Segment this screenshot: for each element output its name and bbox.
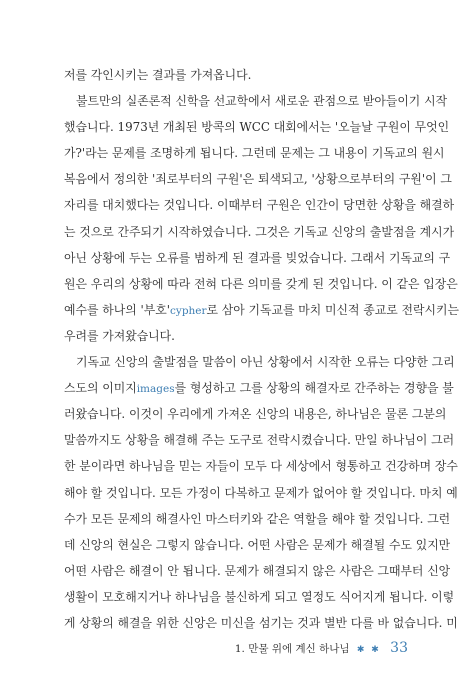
text-line bbox=[64, 140, 445, 166]
text-line bbox=[64, 506, 451, 532]
text-segment: 데 신앙의 현실은 그렇지 않습니다. 어떤 사람은 문제가 해결될 수도 있지만 bbox=[64, 537, 451, 552]
text-segment: 복음에서 정의한 '죄로부터의 구원'은 퇴색되고, '상황으로부터의 구원'이 그 bbox=[64, 172, 452, 187]
text-segment: 스도의 이미지 bbox=[64, 381, 137, 396]
text-segment: 저를 각인시키는 결과를 가져옵니다. bbox=[64, 68, 252, 82]
text-segment: 해야 할 것입니다. 모든 가정이 다복하고 문제가 없어야 할 것입니다. 마치 예 bbox=[64, 485, 458, 500]
page-footer bbox=[64, 640, 408, 656]
text-line bbox=[64, 166, 452, 192]
text-line bbox=[64, 558, 451, 584]
text-segment: 불트만의 실존론적 신학을 선교학에서 새로운 관점으로 받아들이기 시작 bbox=[76, 94, 448, 109]
text-segment: 로 삼아 기독교를 마치 미신적 종교로 전락시키는 bbox=[206, 302, 459, 317]
text-line bbox=[64, 114, 450, 140]
text-line bbox=[64, 192, 455, 218]
text-line bbox=[64, 375, 454, 401]
text-segment: 어떤 사람은 해결이 안 됩니다. 문제가 해결되지 않은 사람은 그때부터 신앙 bbox=[64, 563, 451, 578]
text-segment: 를 형성하고 그를 상황의 해결자로 간주하는 경향을 불 bbox=[174, 381, 454, 396]
text-segment: 예수를 하나의 '부호' bbox=[64, 302, 170, 317]
ornament-stars: ✱ ✱ bbox=[356, 645, 381, 655]
text-segment: 우려를 가져왔습니다. bbox=[64, 328, 175, 343]
text-segment: 말씀까지도 상황을 해결해 주는 도구로 전락시켰습니다. 만일 하나님이 그러 bbox=[64, 433, 455, 448]
text-line bbox=[64, 584, 455, 610]
text-line bbox=[64, 297, 459, 323]
text-segment: 러왔습니다. 이것이 우리에게 가져온 신앙의 내용은, 하나님은 물론 그분의 bbox=[64, 407, 447, 422]
text-line bbox=[64, 323, 408, 349]
text-line bbox=[64, 271, 458, 297]
text-segment: 는 것으로 간주되기 시작하였습니다. 그것은 기독교 신앙의 출발점을 계시가 bbox=[64, 224, 455, 239]
text-line bbox=[64, 401, 447, 427]
text-segment: 자리를 대치했다는 것입니다. 이때부터 구원은 인간이 당면한 상황을 해결하 bbox=[64, 198, 455, 213]
text-segment: 했습니다. 1973년 개최된 방콕의 WCC 대회에서는 '오늘날 구원이 무엇인 bbox=[64, 120, 450, 135]
text-segment: 생활이 모호해지거나 하나님을 불신하게 되고 열정도 식어지게 됩니다. 이렇 bbox=[64, 589, 455, 604]
text-segment: 아닌 상황에 두는 오류를 범하게 된 결과를 빚었습니다. 그래서 기독교의 구 bbox=[64, 250, 451, 265]
text-line bbox=[64, 219, 455, 245]
text-line bbox=[64, 480, 458, 506]
text-line bbox=[64, 62, 408, 88]
text-line bbox=[64, 88, 448, 114]
running-header-chapter: 1. 만물 위에 계신 하나님 bbox=[234, 643, 350, 655]
page-number: 33 bbox=[390, 640, 408, 656]
text-segment: 한 분이라면 하나님을 믿는 자들이 모두 다 세상에서 형통하고 건강하며 장수 bbox=[64, 459, 458, 474]
text-segment: 기독교 신앙의 출발점을 말씀이 아닌 상황에서 시작한 오류는 다양한 그리 bbox=[76, 355, 455, 370]
text-line bbox=[64, 245, 451, 271]
gloss-term: images bbox=[136, 383, 175, 396]
text-line bbox=[64, 349, 455, 375]
text-segment: 게 상황의 해결을 위한 신앙은 미신을 섬기는 것과 별반 다를 바 없습니다. 미 bbox=[64, 615, 458, 630]
gloss-term: cypher bbox=[170, 304, 207, 317]
text-segment: 가?'라는 문제를 조명하게 됩니다. 그런데 문제는 그 내용이 기독교의 원시 bbox=[64, 146, 445, 161]
text-line bbox=[64, 427, 455, 453]
text-segment: 원은 우리의 상황에 따라 전혀 다른 의미를 갖게 된 것입니다. 이 같은 입장은 bbox=[64, 276, 458, 291]
text-line bbox=[64, 532, 451, 558]
text-line bbox=[64, 453, 458, 479]
body-text bbox=[64, 62, 459, 636]
text-segment: 수가 모든 문제의 해결사인 마스터키와 같은 역할을 해야 할 것입니다. 그런 bbox=[64, 511, 451, 526]
text-line bbox=[64, 610, 458, 636]
